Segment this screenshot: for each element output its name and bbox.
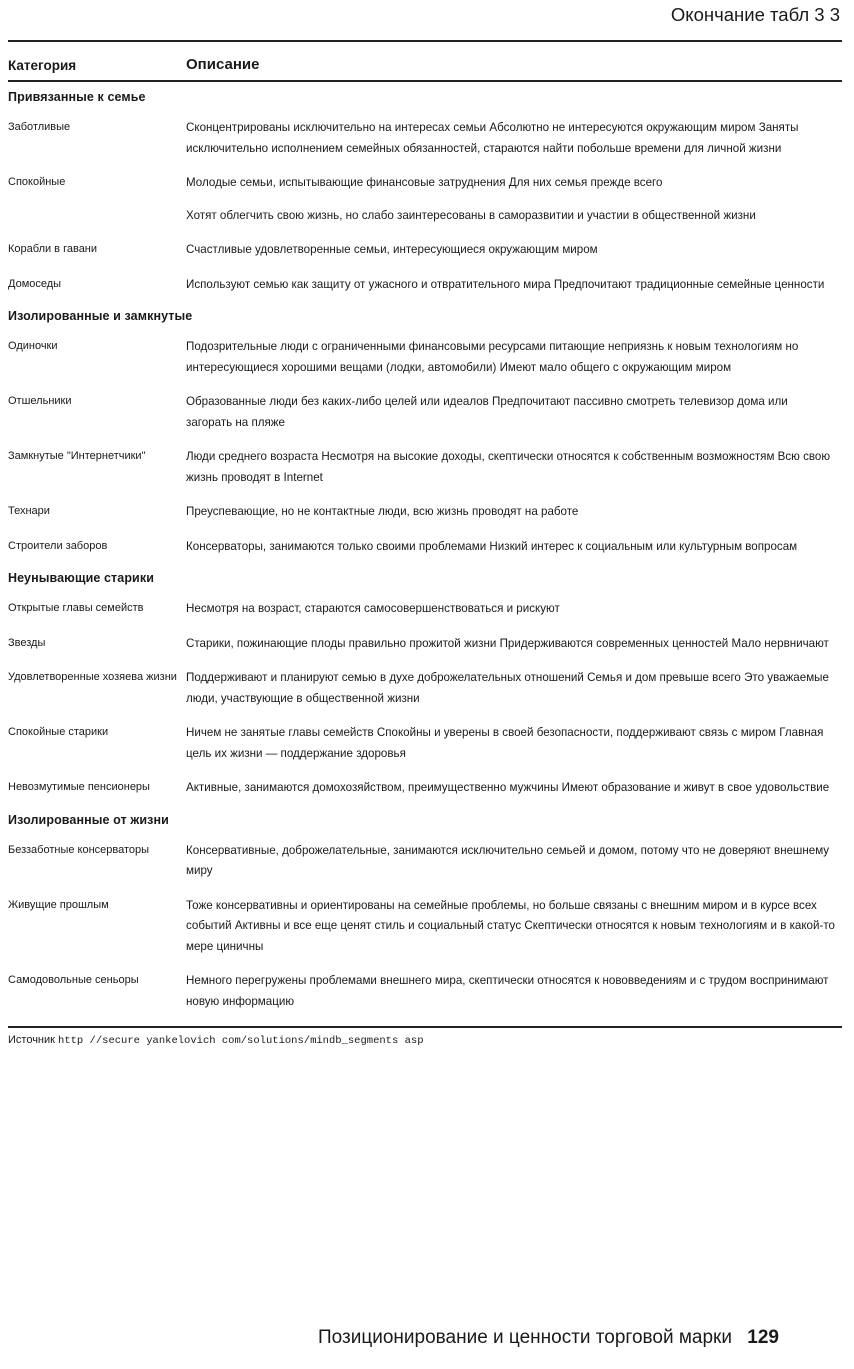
table-row xyxy=(8,537,842,558)
description-paragraph: Несмотря на возраст, стараются самосовершенствоваться и рискуют xyxy=(186,602,560,615)
category-cell: Открытые главы семейств xyxy=(8,602,144,614)
table-row xyxy=(8,723,842,764)
table-row xyxy=(8,275,842,296)
table-row xyxy=(8,896,842,958)
description-cell xyxy=(186,778,836,799)
table-header-rule xyxy=(8,80,842,82)
description-paragraph: Люди среднего возраста Несмотря на высокие доходы, скептически относятся к собственным возможностям Всю свою жизнь проводят в Internet xyxy=(186,450,831,484)
running-footer xyxy=(318,1327,779,1349)
category-cell: Беззаботные консерваторы xyxy=(8,843,150,856)
category-cell: Звезды xyxy=(8,636,46,649)
table-row xyxy=(8,778,842,799)
description-paragraph: Используют семью как защиту от ужасного и отвратительного мира Предпочитают традиционные семейные ценности xyxy=(186,277,825,291)
group-title: Неунывающие старики xyxy=(8,571,154,585)
table-row xyxy=(8,447,842,488)
description-cell xyxy=(186,896,836,958)
description-paragraph: Активные, занимаются домохозяйством, преимущественно мужчины Имеют образование и живут в свое удовольствие xyxy=(186,781,830,794)
description-cell xyxy=(186,447,836,488)
description-cell xyxy=(186,971,836,1012)
description-paragraph: Поддерживают и планируют семью в духе доброжелательных отношений Семья и дом превыше всего Это уважаемые люди, участвующие в общественной жизни xyxy=(186,671,829,705)
category-cell: Живущие прошлым xyxy=(8,898,109,911)
table-row xyxy=(8,173,842,226)
description-cell xyxy=(186,723,836,764)
description-cell xyxy=(186,392,836,433)
category-cell: Заботливые xyxy=(8,121,71,133)
description-cell xyxy=(186,275,836,296)
description-cell xyxy=(186,537,836,558)
group-title: Привязанные к семье xyxy=(8,90,146,104)
table-body xyxy=(8,90,842,1012)
column-header-category: Категория xyxy=(8,58,77,73)
category-cell: Замкнутые "Интернетчики" xyxy=(8,450,146,462)
table-row xyxy=(8,599,842,620)
table-row xyxy=(8,337,842,378)
category-cell: Спокойные xyxy=(8,176,66,188)
description-paragraph: Образованные люди без каких-либо целей или идеалов Предпочитают пассивно смотреть телевизор дома или загорать на пляже xyxy=(186,395,788,429)
description-cell xyxy=(186,173,836,226)
category-cell: Домоседы xyxy=(8,277,62,290)
description-paragraph: Сконцентрированы исключительно на интересах семьи Абсолютно не интересуются окружающим миром Заняты исключительно исполнением семейных обязанностей, стараются найти побольше времени для личной жизни xyxy=(186,121,799,155)
table-row xyxy=(8,634,842,655)
description-paragraph: Консерваторы, занимаются только своими проблемами Низкий интерес к социальным или культурным вопросам xyxy=(186,539,798,553)
group-title: Изолированные и замкнутые xyxy=(8,309,193,323)
description-cell xyxy=(186,118,836,159)
table-row xyxy=(8,841,842,882)
category-cell: Одиночки xyxy=(8,340,58,352)
source-label: Источник xyxy=(8,1034,55,1046)
description-cell xyxy=(186,668,836,709)
table-row xyxy=(8,971,842,1012)
table-continuation-label: Окончание табл 3 3 xyxy=(670,4,840,25)
segments-table xyxy=(8,40,842,1047)
column-header-description: Описание xyxy=(186,56,260,73)
table-row xyxy=(8,668,842,709)
description-paragraph: Ничем не занятые главы семейств Спокойны и уверены в своей безопасности, поддерживают связь с миром Главная цель их жизни — поддержание здоровья xyxy=(186,726,824,760)
description-paragraph: Консервативные, доброжелательные, занимаются исключительно семьей и домом, потому что не доверяют внешнему миру xyxy=(186,843,830,877)
table-header-row xyxy=(8,42,842,80)
description-paragraph: Хотят облегчить свою жизнь, но слабо заинтересованы в саморазвитии и участии в общественной жизни xyxy=(186,208,756,222)
description-cell xyxy=(186,599,836,620)
description-cell xyxy=(186,337,836,378)
category-cell: Отшельники xyxy=(8,395,72,407)
table-row xyxy=(8,392,842,433)
page-number: 129 xyxy=(747,1327,779,1348)
description-paragraph: Счастливые удовлетворенные семьи, интересующиеся окружающим миром xyxy=(186,243,598,256)
footer-title: Позиционирование и ценности торговой марки xyxy=(318,1327,732,1348)
category-cell: Самодовольные сеньоры xyxy=(8,974,139,986)
description-paragraph: Молодые семьи, испытывающие финансовые затруднения Для них семья прежде всего xyxy=(186,176,663,189)
category-cell: Удовлетворенные хозяева жизни xyxy=(8,671,177,683)
table-row xyxy=(8,502,842,523)
category-cell: Спокойные старики xyxy=(8,726,109,738)
category-cell: Корабли в гавани xyxy=(8,243,98,255)
table-row xyxy=(8,240,842,261)
description-cell xyxy=(186,634,836,655)
description-paragraph: Тоже консервативны и ориентированы на семейные проблемы, но больше связаны с внешним миром и в курсе всех событий Активны и все еще ценят стиль и социальный статус Скептически относятся к новым технологиям и в какой-то мере циничны xyxy=(186,898,835,953)
group-title: Изолированные от жизни xyxy=(8,812,169,827)
description-cell xyxy=(186,240,836,261)
description-paragraph: Преуспевающие, но не контактные люди, всю жизнь проводят на работе xyxy=(186,505,579,518)
source-url: http //secure yankelovich com/solutions/mindb_segments asp xyxy=(58,1035,424,1047)
description-paragraph: Немного перегружены проблемами внешнего мира, скептически относятся к нововведениям и с трудом воспринимают новую информацию xyxy=(186,974,829,1008)
description-cell xyxy=(186,502,836,523)
table-bottom-rule xyxy=(8,1026,842,1028)
description-paragraph: Старики, пожинающие плоды правильно прожитой жизни Придерживаются современных ценностей Мало нервничают xyxy=(186,636,829,650)
table-row xyxy=(8,118,842,159)
category-cell: Невозмутимые пенсионеры xyxy=(8,781,150,793)
category-cell: Технари xyxy=(8,505,50,517)
category-cell: Строители заборов xyxy=(8,539,108,552)
table-source-note xyxy=(8,1034,842,1047)
description-paragraph: Подозрительные люди с ограниченными финансовыми ресурсами питающие неприязнь к новым технологиям но интересующиеся хорошими вещами (лодки, автомобили) Имеют мало общего с окружающим миром xyxy=(186,340,799,374)
description-cell xyxy=(186,841,836,882)
